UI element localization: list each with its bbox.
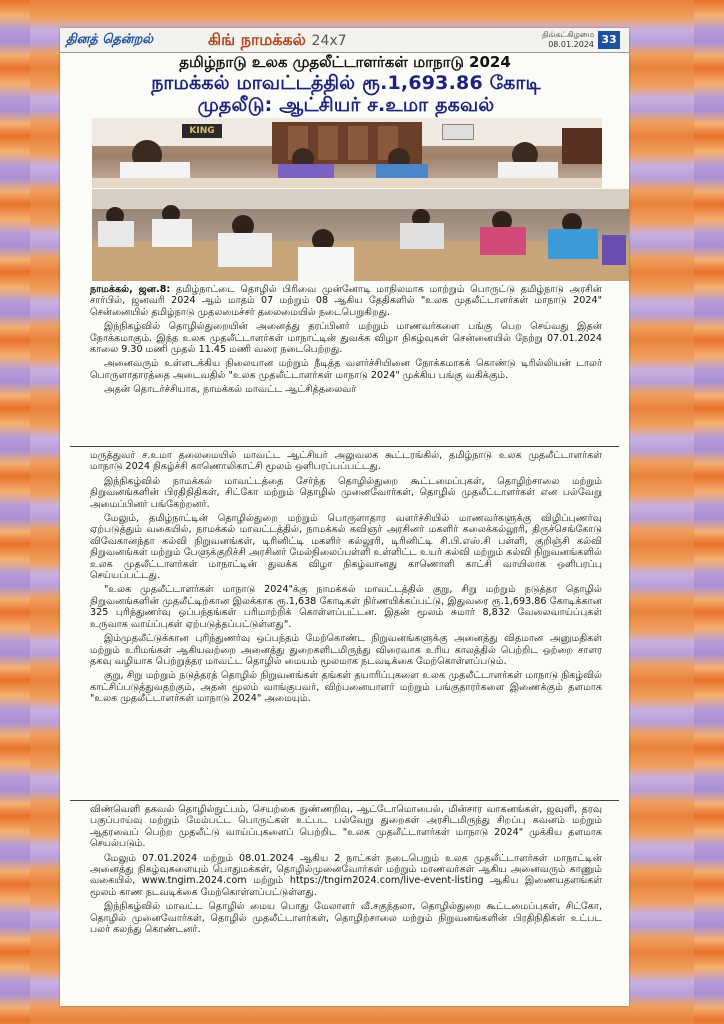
- meeting-photo-audience: [92, 189, 629, 281]
- left-border-decoration: [0, 0, 30, 1024]
- article-paragraph: இந்நிகழ்வில் மாவட்ட தொழில் மைய பொது மேலாளர் வீ.சகுந்தலா, தொழில்துறை கூட்டமைப்புகள், சிட்கோ, தொழில் முனைவோர்கள், தொழில் முதலீட்டாளர்கள், தொழிற்சாலை மற்றும் நிறுவனங்களின் பிரதிநிதிகள் உட்பட பலர் கலந்து கொண்டனர்.: [90, 901, 602, 936]
- newspaper-clipping: [60, 28, 629, 1006]
- page-number: 33: [598, 31, 620, 49]
- edition-title: [208, 30, 347, 51]
- dateline: நாமக்கல், ஜன.8:: [90, 284, 171, 295]
- article-paragraph: இந்நிகழ்வில் நாமக்கல் மாவட்டத்தை சேர்ந்த தொழில்துறை கூட்டமைப்புகள், தொழிற்சாலை மற்றும் நிறுவனங்களின் பிரதிநிதிகள், சிட்கோ மற்றும் தொழில் முனைவோர்கள், தொழில் முதலீட்டாளர்கள் என பல்வேறு அமைப்பினர் பங்கேற்றனர்.: [90, 475, 602, 510]
- masthead: [60, 28, 629, 53]
- article-paragraph: மேலும், தமிழ்நாட்டின் தொழில்துறை மற்றும் பொருளாதார வளர்ச்சியில் மாணவர்களுக்கு விழிப்புணர்வு ஏற்படுத்தும் வகையில், நாமக்கல் மாவட்டத்தில், நாமக்கல் கவிஞர் அரசினர் மகளிர் கலைக்கல்லூரி, திருச்செங்கோடு விவேகானந்தா கல்வி நிறுவனங்கள், டிரினிட்டி மகளிர் கல்லூரி, டிரினிட்டி சி.பி.எஸ்.சி பள்ளி, குறிஞ்சி கல்வி நிறுவனங்கள் மற்றும் பேளுக்குறிச்சி அரசினர் மேல்நிலைப்பள்ளி உள்ளிட்ட உயர் கல்வி மற்றும் கல்வி நிறுவனங்களில் உலக முதலீட்டாளர்கள் மாநாட்டின் துவக்க விழா நிகழ்வானது காணொளி காட்சி வாயிலாக ஒளிபரப்பு செய்யப்பட்டது.: [90, 513, 602, 582]
- headline-line-2: முதலீடு: ஆட்சியர் ச.உமா தகவல்: [197, 94, 495, 116]
- right-border-decoration: [694, 0, 724, 1024]
- article-paragraph: அனைவரும் உள்ளடக்கிய நிலையான மற்றும் நீடித்த வளர்ச்சியினை நோக்கமாகக் கொண்டு டிரில்லியன் டாலர் பொருளாதாரத்தை அடைவதில் "உலக முதலீட்டாளர்கள் மாநாடு 2024" முக்கிய பங்கு வகிக்கும்.: [90, 358, 602, 381]
- article-paragraph: இந்நிகழ்வில் தொழில்துறையின் அனைத்து தரப்பினர் மற்றும் மாணவர்களை பங்கு பெற செய்வது இதன் நோக்கமாகும். இந்த உலக முதலீட்டாளர்கள் மாநாட்டின் துவக்க விழா நிகழ்வுகள் சென்னையில் நேற்று 07.01.2024 காலை 9.30 மணி முதல் 11.45 மணி வரை நடைபெற்றது.: [90, 321, 602, 356]
- photo-banner: KING: [182, 124, 222, 138]
- section-divider: [70, 800, 619, 801]
- article-paragraph: அதன் தொடர்ச்சியாக, நாமக்கல் மாவட்ட ஆட்சித்தலைவர்: [104, 384, 357, 396]
- article-paragraph: குறு, சிறு மற்றும் நடுத்தரத் தொழில் நிறுவனங்கள் தங்கள் தயாரிப்புகளை உலக முதலீட்டாளர்கள் மாநாடு நிகழ்வில் காட்சிப்படுத்துவதற்கும், அதன் மூலம் வாங்குபவர், விற்பனையாளர் மற்றும் பங்குதாரர்களை இணைக்கும் தளமாக "உலக முதலீட்டாளர்கள் மாநாடு 2024" அமையும்.: [90, 670, 602, 705]
- article-paragraph: மேலும் 07.01.2024 மற்றும் 08.01.2024 ஆகிய 2 நாட்கள் நடைபெறும் உலக முதலீட்டாளர்கள் மாநாட்டின் அனைத்து நிகழ்வுகளையும் பொதுமக்கள், தொழில்முனைவோர்கள் மற்றும் மாணவர்கள் ஆகிய அனைவரும் காணும் வகையில், www.tngim.2024.com மற்றும் https://tngim2024.com/live-event-listing ஆகிய இணையதளங்கள் மூலம் காண நடவடிக்கை மேற்கொள்ளப்பட்டுள்ளது.: [90, 852, 602, 898]
- meeting-photo-dais: [92, 118, 602, 188]
- headline-line-1: நாமக்கல் மாவட்டத்தில் ரூ.1,693.86 கோடி: [151, 72, 541, 94]
- article-paragraph: இம்முதலீட்டுக்கான புரிந்துணர்வு ஒப்பந்தம் மேற்கொண்ட நிறுவனங்களுக்கு அனைத்து விதமான அனுமதிகள் மற்றும் உரிமங்கள் ஆகியவற்றை அனைத்து துறைகளிடமிருந்து விரைவாக உரிய காலத்தில் பெற்றிட ஒற்றை சாளர தகவு வழியாக பெற்றுத்தர மாவட்ட தொழில் மையம் மூலமாக நடவடிக்கை மேற்கொள்ளப்படும்.: [90, 633, 602, 667]
- article-section-2: [90, 450, 602, 708]
- issue-date: 08.01.2024: [548, 40, 594, 49]
- headline-kicker: தமிழ்நாடு உலக முதலீட்டாளர்கள் மாநாடு 2024: [179, 53, 511, 71]
- article-paragraph: "உலக முதலீட்டாளர்கள் மாநாடு 2024"க்கு நாமக்கல் மாவட்டத்தில் குறு, சிறு மற்றும் நடுத்தர தொழில் நிறுவனங்களின் முதலீட்டிற்கான இலக்காக ரூ.1,638 கோடிகள் நிர்ணயிக்கப்பட்டு, இதுவரை ரூ.1,693.86 கோடிக்கான 325 புரிந்துணர்வு ஒப்பந்தங்கள் பரிமாற்றிக் கொள்ளப்பட்டன. இதன் மூலம் சுமார் 8,832 வேலைவாய்ப்புகள் உருவாக வாய்ப்புகள் ஏற்படுத்தப்பட்டுள்ளது".: [90, 584, 602, 630]
- issue-day: திங்கட்கிழமை: [541, 30, 594, 39]
- article-section-3: [90, 804, 602, 938]
- article-section-1: [90, 284, 602, 399]
- date-block: [530, 30, 594, 50]
- article-paragraph: நாமக்கல், ஜன.8: தமிழ்நாட்டை தொழில் பிரிவை முன்னோடி மாநிலமாக மாற்றும் பொருட்டு தமிழ்நாடு அரசின் சார்பில், ஜனவரி 2024 ஆம் மாதம் 07 மற்றும் 08 ஆகிய தேதிகளில் "உலக முதலீட்டாளர்கள் மாநாடு 2024" சென்னையில் தமிழ்நாடு முதலமைச்சர் தலைமையில் நடைபெறுகிறது.: [90, 284, 602, 318]
- edition-name: கிங் நாமக்கல்: [208, 30, 306, 49]
- article-paragraph: விண்வெளி தகவல் தொழில்நுட்பம், செயற்கை நுண்ணறிவு, ஆட்டோமொபைல், மின்சார வாகனங்கள், ஜவுளி, தரவு பகுப்பாய்வு மற்றும் மேம்பட்ட பொருட்கள் உட்பட பல்வேறு துறைகள் அரசிடமிருந்து சிறப்பு கவனம் மற்றும் ஆதரவைப் பெற்ற முதலீட்டு வாய்ப்புகளைப் பெற்றிட "உலக முதலீட்டாளர்கள் மாநாடு 2024" முக்கிய தளமாக செயல்படும்.: [90, 804, 602, 850]
- article-paragraph: மருத்துவர் ச.உமா தலைமையில் மாவட்ட ஆட்சியர் அலுவலக கூட்டரங்கில், தமிழ்நாடு உலக முதலீட்டாளர்கள் மாநாடு 2024 நிகழ்ச்சி காணொலிகாட்சி மூலம் ஒளிபரப்பப்பட்டது.: [90, 450, 602, 473]
- section-divider: [70, 446, 619, 447]
- newspaper-brand: தினத் தென்றல்: [66, 32, 154, 47]
- edition-suffix: 24x7: [311, 33, 347, 49]
